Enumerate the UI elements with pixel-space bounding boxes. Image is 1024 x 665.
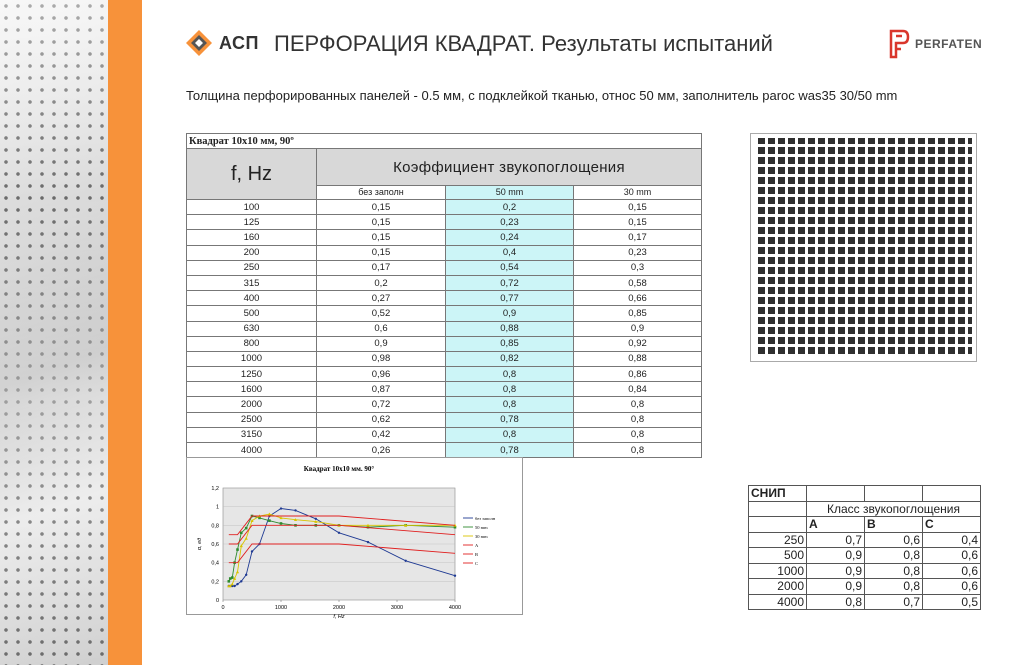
- table-row: [187, 200, 702, 215]
- legend-label: 30 mm: [475, 534, 488, 539]
- absorption-chart: [186, 457, 523, 620]
- snip-row: [749, 563, 981, 579]
- table-row: [187, 443, 702, 458]
- empty-cell: [749, 517, 807, 533]
- snip-value-cell: 0,7: [807, 532, 865, 548]
- table-row: [187, 260, 702, 275]
- data-point: [245, 527, 248, 530]
- table-row: [187, 306, 702, 321]
- subheader-30mm: 30 mm: [574, 186, 702, 200]
- data-point: [245, 574, 247, 576]
- y-tick-label: 0: [215, 598, 219, 604]
- snip-value-cell: 0,6: [865, 532, 923, 548]
- y-tick-label: 0,2: [211, 579, 219, 586]
- frequency-cell: 100: [187, 200, 317, 215]
- snip-class-row: [749, 517, 981, 533]
- table-row: [187, 336, 702, 351]
- filler-30mm-cell: 0,66: [574, 291, 702, 306]
- no-filler-cell: 0,17: [317, 260, 446, 275]
- subheader-no-filler: без заполн: [317, 186, 446, 200]
- snip-row: [749, 594, 981, 610]
- empty-cell: [865, 486, 923, 502]
- table-row: [187, 367, 702, 382]
- frequency-cell: 2000: [187, 397, 317, 412]
- table-header-row: [187, 149, 702, 186]
- snip-value-cell: 0,6: [923, 563, 981, 579]
- filler-50mm-cell: 0,24: [446, 230, 574, 245]
- filler-50mm-cell: 0,78: [446, 412, 574, 427]
- data-point: [338, 532, 340, 534]
- page-title: ПЕРФОРАЦИЯ КВАДРАТ. Результаты испытаний: [274, 31, 773, 56]
- snip-value-cell: 0,7: [865, 594, 923, 610]
- filler-30mm-cell: 0,17: [574, 230, 702, 245]
- table-row: [187, 275, 702, 290]
- frequency-cell: 3150: [187, 427, 317, 442]
- snip-frequency-cell: 500: [749, 548, 807, 564]
- snip-title-row: [749, 486, 981, 502]
- data-point: [236, 583, 238, 585]
- filler-30mm-cell: 0,23: [574, 245, 702, 260]
- x-tick-label: 0: [221, 605, 225, 611]
- snip-frequency-cell: 2000: [749, 579, 807, 595]
- x-tick-label: 4000: [448, 605, 462, 611]
- frequency-header: f, Hz: [187, 149, 317, 200]
- filler-30mm-cell: 0,8: [574, 412, 702, 427]
- empty-cell: [923, 486, 981, 502]
- absorption-results-table: [186, 133, 702, 458]
- test-conditions-text: Толщина перфорированных панелей - 0.5 мм, с подклейкой тканью, относ 50 мм, заполнитель paroc was35 30/50 mm: [186, 88, 898, 103]
- snip-value-cell: 0,6: [923, 579, 981, 595]
- filler-30mm-cell: 0,3: [574, 260, 702, 275]
- frequency-cell: 160: [187, 230, 317, 245]
- perforated-ceiling-photo: [0, 0, 108, 665]
- data-point: [294, 509, 296, 511]
- filler-50mm-cell: 0,85: [446, 336, 574, 351]
- snip-row: [749, 532, 981, 548]
- snip-title: СНИП: [749, 486, 807, 502]
- frequency-cell: 125: [187, 215, 317, 230]
- frequency-cell: 1000: [187, 351, 317, 366]
- filler-50mm-cell: 0,54: [446, 260, 574, 275]
- x-tick-label: 3000: [390, 605, 404, 611]
- no-filler-cell: 0,15: [317, 200, 446, 215]
- filler-30mm-cell: 0,85: [574, 306, 702, 321]
- perfaten-logo: [888, 29, 982, 59]
- snip-subtitle: Класс звукопоглощения: [807, 501, 981, 517]
- no-filler-cell: 0,9: [317, 336, 446, 351]
- data-point: [233, 585, 235, 587]
- filler-50mm-cell: 0,23: [446, 215, 574, 230]
- square-perforation-pattern: [750, 133, 977, 362]
- no-filler-cell: 0,87: [317, 382, 446, 397]
- no-filler-cell: 0,6: [317, 321, 446, 336]
- chart-title: Квадрат 10х10 мм. 90°: [303, 465, 375, 473]
- filler-30mm-cell: 0,15: [574, 200, 702, 215]
- data-point: [240, 532, 243, 535]
- filler-50mm-cell: 0,4: [446, 245, 574, 260]
- data-point: [268, 519, 271, 522]
- table-row: [187, 351, 702, 366]
- data-point: [240, 580, 242, 582]
- no-filler-cell: 0,2: [317, 275, 446, 290]
- no-filler-cell: 0,15: [317, 215, 446, 230]
- frequency-cell: 2500: [187, 412, 317, 427]
- filler-50mm-cell: 0,82: [446, 351, 574, 366]
- filler-50mm-cell: 0,8: [446, 367, 574, 382]
- no-filler-cell: 0,27: [317, 291, 446, 306]
- no-filler-cell: 0,98: [317, 351, 446, 366]
- no-filler-cell: 0,15: [317, 245, 446, 260]
- table-row: [187, 427, 702, 442]
- snip-value-cell: 0,5: [923, 594, 981, 610]
- legend-label: C: [475, 561, 479, 566]
- snip-value-cell: 0,9: [807, 579, 865, 595]
- no-filler-cell: 0,96: [317, 367, 446, 382]
- frequency-cell: 800: [187, 336, 317, 351]
- data-point: [251, 550, 253, 552]
- table-row: [187, 245, 702, 260]
- no-filler-cell: 0,26: [317, 443, 446, 458]
- filler-50mm-cell: 0,77: [446, 291, 574, 306]
- perfaten-logo-icon: [888, 29, 910, 59]
- y-tick-label: 1: [215, 504, 219, 511]
- data-point: [367, 541, 369, 543]
- no-filler-cell: 0,72: [317, 397, 446, 412]
- filler-30mm-cell: 0,8: [574, 397, 702, 412]
- y-tick-label: 1,2: [211, 486, 219, 492]
- snip-class-b: B: [865, 517, 923, 533]
- snip-row: [749, 548, 981, 564]
- table-caption-row: [187, 134, 702, 149]
- filler-50mm-cell: 0,2: [446, 200, 574, 215]
- filler-30mm-cell: 0,15: [574, 215, 702, 230]
- snip-class-table: [748, 485, 981, 610]
- legend-label: A: [475, 543, 479, 548]
- data-point: [231, 576, 234, 579]
- filler-30mm-cell: 0,8: [574, 427, 702, 442]
- frequency-cell: 250: [187, 260, 317, 275]
- no-filler-cell: 0,52: [317, 306, 446, 321]
- table-row: [187, 412, 702, 427]
- data-point: [315, 518, 317, 520]
- frequency-cell: 1600: [187, 382, 317, 397]
- data-point: [228, 580, 231, 583]
- snip-frequency-cell: 250: [749, 532, 807, 548]
- snip-class-c: C: [923, 517, 981, 533]
- filler-30mm-cell: 0,88: [574, 351, 702, 366]
- no-filler-cell: 0,42: [317, 427, 446, 442]
- snip-value-cell: 0,4: [923, 532, 981, 548]
- y-tick-label: 0,4: [211, 560, 219, 567]
- table-row: [187, 321, 702, 336]
- frequency-cell: 315: [187, 275, 317, 290]
- asp-logo: [185, 29, 259, 57]
- no-filler-cell: 0,62: [317, 412, 446, 427]
- filler-30mm-cell: 0,8: [574, 443, 702, 458]
- perfaten-logo-text: PERFATEN: [915, 37, 983, 51]
- empty-cell: [749, 501, 807, 517]
- legend-label: B: [475, 552, 479, 557]
- legend-label: 50 mm: [475, 525, 488, 530]
- filler-30mm-cell: 0,92: [574, 336, 702, 351]
- snip-value-cell: 0,8: [865, 563, 923, 579]
- orange-accent-stripe: [108, 0, 142, 665]
- y-tick-label: 0,6: [211, 542, 219, 548]
- asp-logo-text: АСП: [219, 32, 259, 53]
- snip-value-cell: 0,9: [807, 548, 865, 564]
- subheader-50mm: 50 mm: [446, 186, 574, 200]
- filler-50mm-cell: 0,78: [446, 443, 574, 458]
- snip-value-cell: 0,8: [807, 594, 865, 610]
- frequency-cell: 200: [187, 245, 317, 260]
- x-tick-label: 2000: [332, 605, 346, 611]
- table-caption: Квадрат 10х10 мм, 90º: [187, 134, 702, 149]
- asp-logo-icon: [185, 29, 213, 57]
- filler-50mm-cell: 0,72: [446, 275, 574, 290]
- filler-50mm-cell: 0,8: [446, 382, 574, 397]
- data-point: [280, 507, 282, 509]
- frequency-cell: 500: [187, 306, 317, 321]
- table-row: [187, 291, 702, 306]
- data-point: [405, 560, 407, 562]
- snip-value-cell: 0,8: [865, 548, 923, 564]
- table-row: [187, 382, 702, 397]
- data-point: [280, 522, 283, 525]
- snip-class-a: A: [807, 517, 865, 533]
- data-point: [454, 575, 456, 577]
- filler-50mm-cell: 0,88: [446, 321, 574, 336]
- x-tick-label: 1000: [274, 605, 288, 611]
- filler-50mm-cell: 0,9: [446, 306, 574, 321]
- snip-subtitle-row: [749, 501, 981, 517]
- empty-cell: [807, 486, 865, 502]
- snip-frequency-cell: 1000: [749, 563, 807, 579]
- x-axis-label: f, Hz: [333, 614, 345, 620]
- filler-50mm-cell: 0,8: [446, 427, 574, 442]
- frequency-cell: 400: [187, 291, 317, 306]
- perforation-grid: [755, 138, 972, 357]
- snip-value-cell: 0,8: [865, 579, 923, 595]
- coefficient-header: Коэффициент звукопоглощения: [317, 149, 702, 186]
- filler-30mm-cell: 0,86: [574, 367, 702, 382]
- table-row: [187, 215, 702, 230]
- snip-frequency-cell: 4000: [749, 594, 807, 610]
- y-tick-label: 0,8: [211, 523, 219, 530]
- filler-30mm-cell: 0,9: [574, 321, 702, 336]
- frequency-cell: 1250: [187, 367, 317, 382]
- no-filler-cell: 0,15: [317, 230, 446, 245]
- table-row: [187, 230, 702, 245]
- frequency-cell: 4000: [187, 443, 317, 458]
- frequency-cell: 630: [187, 321, 317, 336]
- filler-30mm-cell: 0,58: [574, 275, 702, 290]
- legend-label: без заполн: [475, 516, 496, 521]
- table-row: [187, 397, 702, 412]
- filler-50mm-cell: 0,8: [446, 397, 574, 412]
- snip-value-cell: 0,9: [807, 563, 865, 579]
- filler-30mm-cell: 0,84: [574, 382, 702, 397]
- snip-value-cell: 0,6: [923, 548, 981, 564]
- y-axis-label: α, ед: [197, 537, 203, 551]
- snip-row: [749, 579, 981, 595]
- absorption-chart-svg: [187, 458, 522, 620]
- data-point: [236, 548, 239, 551]
